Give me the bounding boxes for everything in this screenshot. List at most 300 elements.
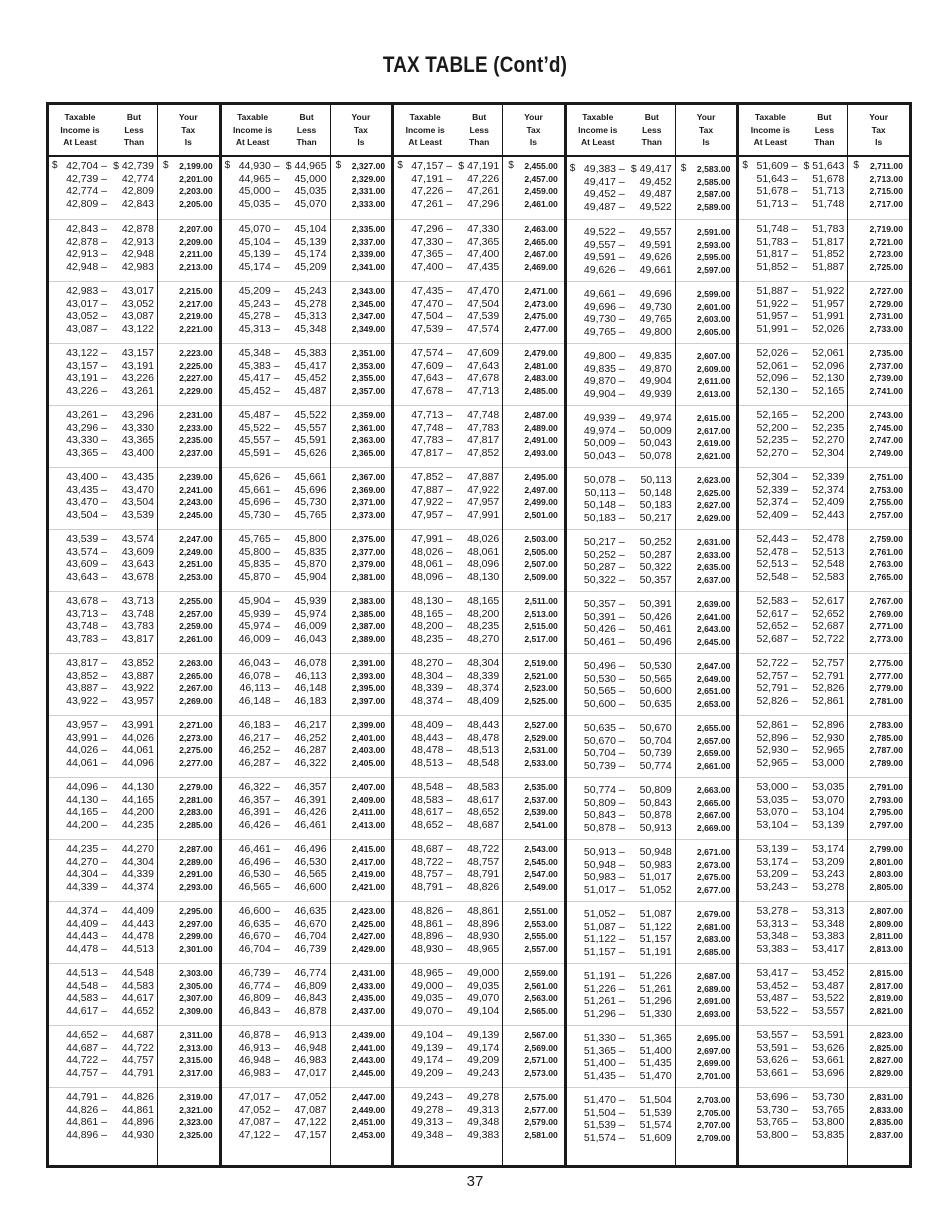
table-row: 50,043 – 50,078 2,621.00 [583, 450, 731, 463]
tax-amount: 2,367.00 [351, 472, 386, 483]
tax-amount: 2,591.00 [696, 227, 731, 238]
income-less-than: 49,626 [639, 251, 672, 264]
table-row: 53,278 – 53,313 2,807.00 [756, 905, 903, 918]
income-at-least: 53,661 [756, 1067, 789, 1080]
table-row: 46,565 – 46,600 2,421.00 [238, 881, 386, 894]
income-less-than: 43,191 [121, 359, 154, 372]
row-group [49, 343, 219, 405]
tax-amount: 2,753.00 [869, 484, 903, 495]
currency-symbol: $ [113, 160, 119, 173]
tax-amount: 2,397.00 [351, 696, 386, 707]
income-less-than: 43,783 [121, 620, 154, 633]
tax-amount: 2,361.00 [351, 422, 386, 433]
table-row: 53,626 – 53,661 2,827.00 [756, 1054, 903, 1067]
tax-amount: 2,567.00 [524, 1030, 558, 1041]
table-row: 52,200 – 52,235 2,745.00 [756, 421, 903, 434]
table-row: 42,809 – 42,843 2,205.00 [66, 198, 213, 211]
income-less-than: 44,896 [121, 1116, 154, 1129]
income-less-than: 44,270 [121, 843, 154, 856]
income-at-least: 44,896 [66, 1129, 99, 1142]
income-less-than: 50,078 [639, 450, 672, 463]
tax-amount: 2,551.00 [524, 906, 558, 917]
table-row: 43,157 – 43,191 2,225.00 [66, 359, 213, 372]
tax-amount: 2,207.00 [179, 224, 213, 235]
income-less-than: 46,843 [294, 992, 327, 1005]
income-less-than: 51,539 [639, 1106, 672, 1119]
income-less-than: 49,870 [639, 362, 672, 375]
income-less-than: 46,252 [294, 731, 327, 744]
table-row: 49,696 – 49,730 2,601.00 [583, 300, 731, 313]
tax-amount: 2,495.00 [524, 472, 558, 483]
tax-amount: 2,837.00 [869, 1130, 903, 1141]
tax-amount: 2,761.00 [869, 546, 903, 557]
tax-amount: 2,409.00 [351, 794, 386, 805]
income-at-least: 44,513 [66, 967, 99, 980]
income-at-least: 51,365 [583, 1044, 617, 1057]
income-less-than: 42,878 [121, 223, 154, 236]
income-at-least: 44,304 [66, 868, 99, 881]
income-less-than: 44,165 [121, 793, 154, 806]
table-row: 45,417 – 45,452 2,355.00 [238, 372, 386, 385]
income-at-least: 46,322 [238, 781, 271, 794]
table-row: 44,513 – 44,548 2,303.00 [66, 967, 213, 980]
income-less-than: 53,765 [812, 1103, 845, 1116]
tax-amount: 2,641.00 [696, 611, 731, 622]
income-at-least: 50,287 [583, 561, 617, 574]
row-group [567, 529, 737, 591]
income-less-than: 44,757 [121, 1054, 154, 1067]
income-at-least: 44,235 [66, 843, 99, 856]
table-row: 51,017 – 51,052 2,677.00 [583, 884, 731, 897]
income-less-than: 47,191 [467, 160, 500, 173]
table-row: 48,652 – 48,687 2,541.00 [411, 819, 558, 832]
tax-amount: 2,295.00 [179, 906, 213, 917]
tax-amount: 2,481.00 [524, 360, 558, 371]
income-at-least: 43,157 [66, 359, 99, 372]
row-group [394, 591, 564, 653]
income-less-than: 52,791 [812, 669, 845, 682]
income-at-least: 52,757 [756, 669, 789, 682]
tax-amount: 2,209.00 [179, 236, 213, 247]
income-less-than: 52,061 [812, 347, 845, 360]
income-less-than: 44,930 [121, 1129, 154, 1142]
income-at-least: 44,791 [66, 1091, 99, 1104]
tax-amount: 2,665.00 [696, 797, 731, 808]
income-less-than: 48,548 [467, 757, 500, 770]
tax-amount: 2,759.00 [869, 534, 903, 545]
income-at-least: 48,235 [411, 633, 444, 646]
income-less-than: 49,730 [639, 300, 672, 313]
tax-amount: 2,685.00 [696, 947, 731, 958]
table-row: 44,791 – 44,826 2,319.00 [66, 1091, 213, 1104]
income-at-least: 48,896 [411, 930, 444, 943]
income-less-than: 49,000 [467, 967, 500, 980]
income-at-least: 53,730 [756, 1103, 789, 1116]
tax-amount: 2,377.00 [351, 546, 386, 557]
tax-amount: 2,475.00 [524, 311, 558, 322]
tax-amount: 2,565.00 [524, 1006, 558, 1017]
row-group [394, 281, 564, 343]
tax-amount: 2,743.00 [869, 410, 903, 421]
tax-amount: 2,235.00 [179, 435, 213, 446]
tax-amount: 2,335.00 [351, 224, 386, 235]
income-at-least: 50,078 [583, 474, 617, 487]
income-at-least: 52,861 [756, 719, 789, 732]
income-at-least: 46,009 [238, 633, 271, 646]
income-less-than: 52,443 [812, 509, 845, 522]
income-less-than: 51,748 [812, 198, 845, 211]
tax-amount: 2,259.00 [179, 621, 213, 632]
income-less-than: 52,861 [812, 695, 845, 708]
table-row: 52,061 – 52,096 2,737.00 [756, 359, 903, 372]
income-less-than: 51,365 [639, 1032, 672, 1045]
row-group [739, 901, 909, 963]
income-at-least: 44,722 [66, 1054, 99, 1067]
tax-amount: 2,291.00 [179, 869, 213, 880]
row-group [394, 219, 564, 281]
row-group [567, 1087, 737, 1149]
income-less-than: 44,617 [121, 992, 154, 1005]
table-row: 48,826 – 48,861 2,551.00 [411, 905, 558, 918]
table-row: 53,522 – 53,557 2,821.00 [756, 1005, 903, 1018]
income-less-than: 46,183 [294, 695, 327, 708]
income-less-than: 44,339 [121, 868, 154, 881]
income-at-least: 53,139 [756, 843, 789, 856]
tax-amount: 2,287.00 [179, 844, 213, 855]
table-row: 47,435 – 47,470 2,471.00 [411, 285, 558, 298]
tax-amount: 2,297.00 [179, 918, 213, 929]
income-less-than: 50,565 [639, 672, 672, 685]
income-less-than: 46,009 [294, 620, 327, 633]
currency-symbol: $ [680, 163, 687, 175]
income-at-least: 51,087 [583, 920, 617, 933]
table-row: 47,887 – 47,922 2,497.00 [411, 483, 558, 496]
income-at-least: 51,400 [583, 1057, 617, 1070]
table-row: 51,052 – 51,087 2,679.00 [583, 908, 731, 921]
income-at-least: 47,922 [411, 496, 444, 509]
income-at-least: 43,643 [66, 571, 99, 584]
income-less-than: 48,374 [467, 682, 500, 695]
tax-amount: 2,655.00 [696, 723, 731, 734]
income-less-than: 50,009 [639, 424, 672, 437]
tax-amount: 2,653.00 [696, 699, 731, 710]
tax-amount: 2,263.00 [179, 658, 213, 669]
tax-amount: 2,697.00 [696, 1045, 731, 1056]
tax-amount: 2,701.00 [696, 1071, 731, 1082]
income-less-than: 45,348 [294, 323, 327, 336]
table-row: 45,104 – 45,139 2,337.00 [238, 235, 386, 248]
income-at-least: 52,339 [756, 483, 789, 496]
currency-symbol: $ [803, 160, 810, 173]
tax-amount: 2,431.00 [351, 968, 386, 979]
tax-amount: 2,201.00 [179, 173, 213, 184]
tax-amount: 2,279.00 [179, 782, 213, 793]
table-row: 50,391 – 50,426 2,641.00 [583, 610, 731, 623]
income-at-least: 43,783 [66, 633, 99, 646]
income-at-least: 49,800 [583, 350, 617, 363]
income-less-than: 44,687 [121, 1029, 154, 1042]
table-row: 44,722 – 44,757 2,315.00 [66, 1054, 213, 1067]
income-at-least: 52,896 [756, 731, 789, 744]
tax-amount: 2,721.00 [869, 236, 903, 247]
tax-amount: 2,663.00 [696, 785, 731, 796]
tax-amount: 2,357.00 [351, 386, 386, 397]
table-row: 45,278 – 45,313 2,347.00 [238, 310, 386, 323]
tax-amount: 2,573.00 [524, 1068, 558, 1079]
income-less-than: 45,522 [294, 409, 327, 422]
income-less-than: 43,817 [121, 633, 154, 646]
income-at-least: 47,643 [411, 372, 444, 385]
row-group [567, 839, 737, 901]
table-row: 50,461 – 50,496 2,645.00 [583, 636, 731, 649]
row-group [222, 219, 392, 281]
income-less-than: 52,583 [812, 571, 845, 584]
income-less-than: 46,043 [294, 633, 327, 646]
table-row: 51,783 – 51,817 2,721.00 [756, 235, 903, 248]
income-at-least: 51,643 [756, 172, 789, 185]
income-less-than: 52,722 [812, 633, 845, 646]
income-at-least: 45,591 [238, 447, 271, 460]
table-row: 49,000 – 49,035 2,561.00 [411, 979, 558, 992]
tax-amount: 2,265.00 [179, 670, 213, 681]
income-at-least: 51,783 [756, 235, 789, 248]
tax-amount: 2,381.00 [351, 572, 386, 583]
income-at-least: 53,209 [756, 868, 789, 881]
income-at-least: 50,322 [583, 574, 617, 587]
income-at-least: 44,443 [66, 930, 99, 943]
income-at-least: 50,739 [583, 760, 617, 773]
income-at-least: 45,696 [238, 496, 271, 509]
income-at-least: 43,017 [66, 297, 99, 310]
income-at-least: 44,687 [66, 1041, 99, 1054]
income-less-than: 46,809 [294, 979, 327, 992]
currency-symbol: $ [224, 160, 231, 172]
tax-amount: 2,441.00 [351, 1042, 386, 1053]
income-less-than: 46,461 [294, 819, 327, 832]
table-row: $ 49,383 – $ 49,417 $ 2,583.00 [569, 163, 731, 176]
table-row: 49,417 – 49,452 2,585.00 [583, 175, 731, 188]
tax-amount: 2,215.00 [179, 286, 213, 297]
income-less-than: 44,409 [121, 905, 154, 918]
tax-amount: 2,301.00 [179, 944, 213, 955]
table-row: 49,209 – 49,243 2,573.00 [411, 1067, 558, 1080]
income-less-than: 53,591 [812, 1029, 845, 1042]
table-row: 46,113 – 46,148 2,395.00 [239, 682, 386, 695]
income-less-than: 50,704 [639, 734, 672, 747]
table-row: 47,330 – 47,365 2,465.00 [411, 235, 558, 248]
row-group [49, 591, 219, 653]
income-less-than: 46,635 [294, 905, 327, 918]
table-row: 44,478 – 44,513 2,301.00 [66, 943, 213, 956]
table-row: 53,765 – 53,800 2,835.00 [756, 1116, 903, 1129]
table-row: 47,574 – 47,609 2,479.00 [411, 347, 558, 360]
tax-amount: 2,561.00 [524, 980, 558, 991]
tax-amount: 2,469.00 [524, 262, 558, 273]
income-less-than: 52,270 [812, 434, 845, 447]
income-at-least: 43,609 [66, 558, 99, 571]
table-row: 49,661 – 49,696 2,599.00 [583, 288, 731, 301]
row-group [222, 591, 392, 653]
table-row: 46,426 – 46,461 2,413.00 [238, 819, 386, 832]
income-less-than: 47,678 [467, 372, 500, 385]
table-row: 49,870 – 49,904 2,611.00 [583, 375, 731, 388]
table-row: 47,922 – 47,957 2,499.00 [411, 496, 558, 509]
table-row: 47,852 – 47,887 2,495.00 [411, 471, 558, 484]
table-row: 44,687 – 44,722 2,313.00 [66, 1041, 213, 1054]
income-at-least: 52,791 [756, 682, 789, 695]
income-at-least: 47,296 [411, 223, 444, 236]
tax-amount: 2,827.00 [869, 1055, 903, 1066]
tax-amount: 2,343.00 [351, 286, 386, 297]
income-less-than: 50,496 [639, 636, 672, 649]
tax-amount: 2,245.00 [179, 510, 213, 521]
income-less-than: 49,417 [639, 163, 672, 176]
currency-symbol: $ [630, 163, 637, 176]
row-group [739, 963, 909, 1025]
row-group [49, 1025, 219, 1087]
tax-amount: 2,369.00 [351, 484, 386, 495]
income-at-least: 43,330 [66, 434, 99, 447]
income-at-least: 44,165 [66, 806, 99, 819]
income-at-least: 52,930 [756, 744, 789, 757]
income-at-least: 51,226 [583, 982, 617, 995]
income-less-than: 50,357 [639, 574, 672, 587]
income-less-than: 47,504 [467, 297, 500, 310]
income-at-least: 44,270 [66, 855, 99, 868]
tax-amount: 2,691.00 [696, 996, 731, 1007]
income-less-than: 45,730 [294, 496, 327, 509]
income-at-least: 50,391 [583, 610, 617, 623]
income-less-than: 53,209 [812, 855, 845, 868]
table-row: 49,939 – 49,974 2,615.00 [583, 412, 731, 425]
income-at-least: 51,991 [756, 323, 789, 336]
table-row: 45,835 – 45,870 2,379.00 [238, 558, 386, 571]
income-less-than: 52,096 [812, 359, 845, 372]
column-header-row [739, 105, 909, 157]
tax-amount: 2,631.00 [696, 537, 731, 548]
table-row: 46,809 – 46,843 2,435.00 [238, 992, 386, 1005]
income-at-least: 50,113 [584, 486, 617, 499]
row-group [49, 777, 219, 839]
table-row: 45,243 – 45,278 2,345.00 [238, 297, 386, 310]
income-less-than: 45,557 [294, 421, 327, 434]
tax-amount: 2,283.00 [179, 807, 213, 818]
income-at-least: 48,096 [411, 571, 444, 584]
income-at-least: 46,426 [238, 819, 271, 832]
tax-amount: 2,399.00 [351, 720, 386, 731]
income-less-than: 53,626 [812, 1041, 845, 1054]
table-row: 48,965 – 49,000 2,559.00 [411, 967, 558, 980]
table-row: 52,930 – 52,965 2,787.00 [756, 744, 903, 757]
income-at-least: 48,548 [411, 781, 444, 794]
income-at-least: 53,417 [756, 967, 789, 980]
table-row: $ 51,609 – $ 51,643 $ 2,711.00 [742, 160, 903, 173]
income-at-least: 47,157 [411, 160, 444, 173]
tax-amount: 2,807.00 [869, 906, 903, 917]
table-row: 53,417 – 53,452 2,815.00 [756, 967, 903, 980]
income-at-least: 46,183 [238, 719, 271, 732]
income-at-least: 46,983 [238, 1067, 271, 1080]
header-your-tax: Your Tax Is [847, 105, 909, 155]
income-less-than: 51,504 [639, 1094, 672, 1107]
row-group [222, 467, 392, 529]
tax-amount: 2,581.00 [524, 1130, 558, 1141]
tax-amount: 2,773.00 [869, 634, 903, 645]
income-less-than: 48,617 [467, 793, 500, 806]
row-group [222, 529, 392, 591]
income-at-least: 48,791 [411, 881, 444, 894]
income-at-least: 51,887 [756, 285, 789, 298]
table-row: 46,948 – 46,983 2,443.00 [238, 1054, 386, 1067]
row-group [394, 1087, 564, 1149]
income-less-than: 42,774 [121, 172, 154, 185]
tax-amount: 2,443.00 [351, 1055, 386, 1066]
income-at-least: 52,722 [756, 657, 789, 670]
tax-amount: 2,405.00 [351, 758, 386, 769]
tax-amount: 2,819.00 [869, 993, 903, 1004]
table-row: 49,243 – 49,278 2,575.00 [411, 1091, 558, 1104]
row-group [739, 777, 909, 839]
row-group [394, 405, 564, 467]
tax-amount: 2,803.00 [869, 869, 903, 880]
tax-amount: 2,233.00 [179, 422, 213, 433]
table-row: 49,974 – 50,009 2,617.00 [583, 424, 731, 437]
tax-amount: 2,767.00 [869, 596, 903, 607]
income-at-least: 53,383 [756, 943, 789, 956]
income-at-least: 48,026 [411, 545, 444, 558]
row-group [567, 219, 737, 281]
tax-amount: 2,741.00 [869, 386, 903, 397]
income-at-least: 46,704 [238, 943, 271, 956]
tax-amount: 2,651.00 [696, 686, 731, 697]
income-less-than: 53,383 [812, 930, 845, 943]
income-at-least: 47,191 [411, 172, 444, 185]
tax-amount: 2,425.00 [351, 918, 386, 929]
income-at-least: 50,426 [583, 623, 617, 636]
table-row: 44,583 – 44,617 2,307.00 [66, 992, 213, 1005]
income-at-least: 47,052 [238, 1103, 271, 1116]
table-row: 51,261 – 51,296 2,691.00 [583, 995, 731, 1008]
income-less-than: 45,209 [294, 261, 327, 274]
income-at-least: 46,809 [238, 992, 271, 1005]
income-less-than: 45,104 [294, 223, 327, 236]
tax-amount: 2,625.00 [696, 487, 731, 498]
table-row: 46,670 – 46,704 2,427.00 [238, 930, 386, 943]
row-group [739, 1025, 909, 1087]
tax-amount: 2,205.00 [179, 199, 213, 210]
income-less-than: 47,574 [467, 323, 500, 336]
row-group [567, 777, 737, 839]
table-row: 51,191 – 51,226 2,687.00 [583, 970, 731, 983]
income-at-least: 50,983 [583, 871, 617, 884]
income-less-than: 49,557 [639, 226, 672, 239]
income-at-least: 44,965 [238, 172, 271, 185]
tax-amount: 2,737.00 [869, 360, 903, 371]
income-at-least: 42,948 [66, 261, 99, 274]
table-row: 53,348 – 53,383 2,811.00 [756, 930, 903, 943]
income-less-than: 52,687 [812, 620, 845, 633]
tax-amount: 2,727.00 [869, 286, 903, 297]
income-less-than: 50,461 [639, 623, 672, 636]
tax-table [46, 102, 912, 1168]
income-less-than: 43,643 [121, 558, 154, 571]
row-group [49, 963, 219, 1025]
income-at-least: 46,252 [238, 744, 271, 757]
income-at-least: 48,339 [411, 682, 444, 695]
tax-amount: 2,407.00 [351, 782, 386, 793]
row-group [49, 1087, 219, 1149]
tax-amount: 2,253.00 [179, 572, 213, 583]
